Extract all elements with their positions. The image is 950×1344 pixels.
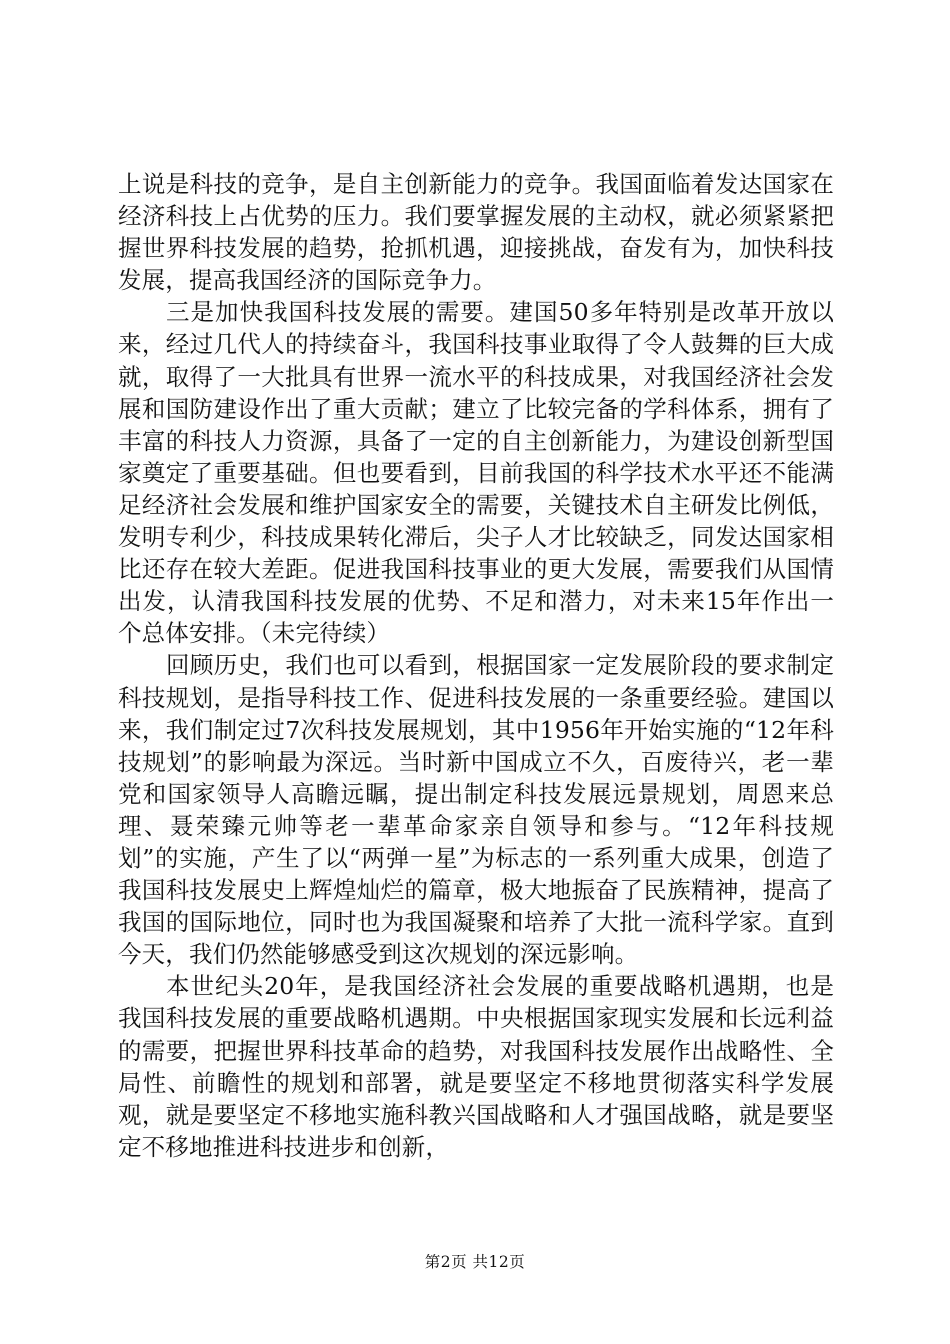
document-body: [118, 168, 834, 1163]
paragraph-4: 本世纪头20年，是我国经济社会发展的重要战略机遇期，也是我国科技发展的重要战略机遇期。中央根据国家现实发展和长远利益的需要，把握世界科技革命的趋势，对我国科技发展作出战略性、全局性、前瞻性的规划和部署，就是要坚定不移地贯彻落实科学发展观，就是要坚定不移地实施科教兴国战略和人才强国战略，就是要坚定不移地推进科技进步和创新，: [118, 972, 834, 1161]
paragraph-2: 三是加快我国科技发展的需要。建国50多年特别是改革开放以来，经过几代人的持续奋斗，我国科技事业取得了令人鼓舞的巨大成就，取得了一大批具有世界一流水平的科技成果，对我国经济社会发展和国防建设作出了重大贡献；建立了比较完备的学科体系，拥有了丰富的科技人力资源，具备了一定的自主创新能力，为建设创新型国家奠定了重要基础。但也要看到，目前我国的科学技术水平还不能满足经济社会发展和维护国家安全的需要，关键技术自主研发比例低，发明专利少，科技成果转化滞后，尖子人才比较缺乏，同发达国家相比还存在较大差距。促进我国科技事业的更大发展，需要我们从国情出发，认清我国科技发展的优势、不足和潜力，对未来15年作出一个总体安排。（未完待续）: [118, 298, 834, 648]
paragraph-1: 上说是科技的竞争，是自主创新能力的竞争。我国面临着发达国家在经济科技上占优势的压力。我们要掌握发展的主动权，就必须紧紧把握世界科技发展的趋势，抢抓机遇，迎接挑战，奋发有为，加快科技发展，提高我国经济的国际竞争力。: [118, 170, 834, 295]
page-footer: 第2页 共12页: [424, 1253, 526, 1271]
paragraph-3: 回顾历史，我们也可以看到，根据国家一定发展阶段的要求制定科技规划，是指导科技工作、促进科技发展的一条重要经验。建国以来，我们制定过7次科技发展规划，其中1956年开始实施的“12年科技规划”的影响最为深远。当时新中国成立不久，百废待兴，老一辈党和国家领导人高瞻远瞩，提出制定科技发展远景规划，周恩来总理、聂荣臻元帅等老一辈革命家亲自领导和参与。“12年科技规划”的实施，产生了以“两弹一星”为标志的一系列重大成果，创造了我国科技发展史上辉煌灿烂的篇章，极大地振奋了民族精神，提高了我国的国际地位，同时也为我国凝聚和培养了大批一流科学家。直到今天，我们仍然能够感受到这次规划的深远影响。: [118, 651, 834, 969]
